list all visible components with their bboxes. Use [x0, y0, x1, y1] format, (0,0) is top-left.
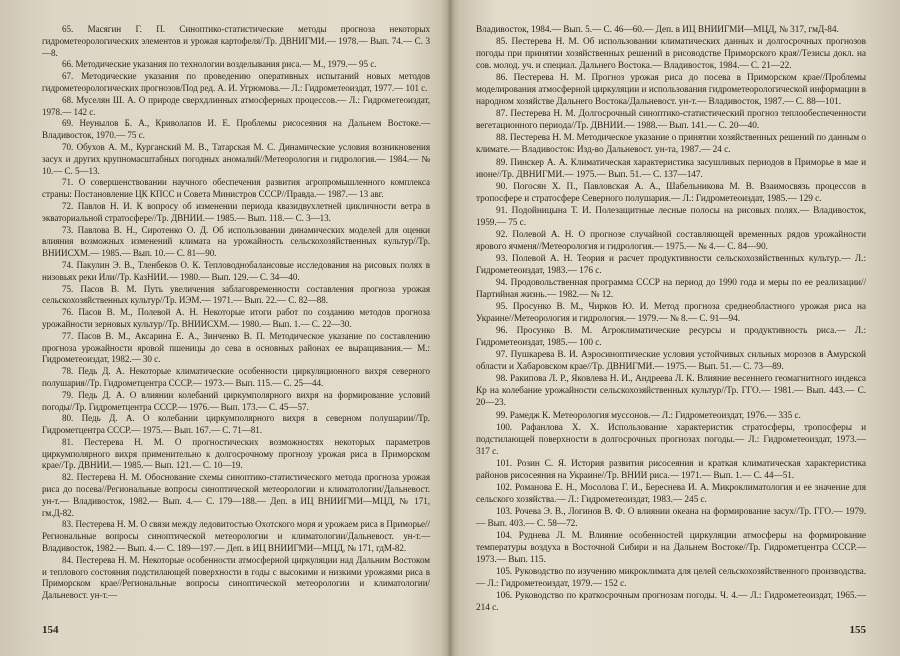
reference-continuation: Владивосток, 1984.— Вып. 5.— С. 46—60.— Деп. в ИЦ ВНИИГМИ—МЦД, № 317, гмД-84. [476, 25, 839, 35]
reference-entry: 100. Рафанлова Х. Х. Использование характеристик стратосферы, тропосферы и подстилающей поверхности в долгосрочных прогнозах погоды.— Л.: Гидрометеоиздат, 1973.— 317 с. [476, 422, 866, 457]
right-reference-list [476, 24, 866, 614]
book-gutter [440, 0, 460, 656]
reference-entry: 86. Пестерева Н. М. Прогноз урожая риса до посева в Приморском крае//Проблемы моделирования атмосферной циркуляции и использования гидрометеорологической информации в народном хозяйстве Дальнего Востока/Дальневост. ун-т.— Владивосток, 1987.— С. 88—101. [476, 73, 866, 108]
reference-entry: 68. Муселян Ш. А. О природе сверхдлинных атмосферных процессов.— Л.: Гидрометеоиздат, 1978.— 142 с. [42, 94, 430, 117]
left-reference-list [42, 24, 430, 602]
reference-entry: 72. Павлов Н. И. К вопросу об изменении периода квазидвухлетней цикличности ветра в экваториальной стратосфере//Тр. ДВНИИ.— 1985.— Вып. 118.— С. 3—13. [42, 200, 430, 223]
right-page-number: 155 [849, 624, 866, 636]
reference-entry: 81. Пестерева Н. М. О прогностических возможностях некоторых параметров циркумполярного вихря применительно к долгосрочному прогнозу урожая риса в Приморском крае//Тр. ДВНИИ.— 1985.— Вып. 121.— С. 10—19. [42, 436, 430, 471]
left-page [42, 24, 430, 636]
reference-entry: 65. Масягин Г. П. Синоптико-статистические методы прогноза некоторых гидрометеорологических элементов и урожая картофеля//Тр. ДВНИГМИ.— 1978.— Вып. 74.— С. 3—8. [42, 24, 430, 58]
reference-entry: 91. Подойницына Т. И. Полезащитные лесные полосы на рисовых полях.— Владивосток, 1959.— 75 с. [476, 205, 866, 228]
reference-entry: 69. Неунылов Б. А., Криволапов И. Е. Проблемы рисосеяния на Дальнем Востоке.— Владивосток, 1970.— 75 с. [42, 118, 430, 141]
reference-entry: 79. Педь Д. А. О влиянии колебаний циркумполярного вихря на формирование условий погоды//Тр. Гидрометцентра СССР.— 1976.— Вып. 173.— С. 45—57. [42, 389, 430, 412]
reference-entry: 78. Педь Д. А. Некоторые климатические особенности циркуляционного вихря северного полушария//Тр. Гидрометцентра СССР.— 1973.— Вып. 115.— С. 25—44. [42, 366, 430, 388]
reference-entry: 103. Рочева Э. В., Логинов В. Ф. О влиянии океана на формирование засух//Тр. ГГО.— 1979.— Вып. 403.— С. 58—72. [476, 506, 866, 529]
reference-entry: 88. Пестерева Н. М. Методическое указание о принятии хозяйственных решений по данным о климате.— Владивосток: Изд-во Дальневост. ун-та, 1987.— 24 с. [476, 133, 866, 156]
reference-entry: 95. Просунко В. М., Чирков Ю. И. Метод прогноза среднеобластного урожая риса на Украине//Метеорология и гидрология.— 1979.— № 8.— С. 91—94. [476, 302, 866, 325]
reference-entry: 73. Павлова В. Н., Сиротенко О. Д. Об использовании динамических моделей для оценки влияния возможных изменений климата на урожайность сельскохозяйственных культур//Тр. ВНИИСХМ.— 1985.— Вып. 10.— С. 81—90. [42, 224, 430, 259]
reference-entry: 106. Руководство по краткосрочным прогнозам погоды. Ч. 4.— Л.: Гидрометеоиздат, 1965.— 214 с. [476, 591, 866, 614]
reference-entry: 76. Пасов В. М., Полевой А. Н. Некоторые итоги работ по созданию методов прогноза урожайности зерновых культур//Тр. ВНИИСХМ.— 1980.— Вып. 1.— С. 22—30. [42, 307, 430, 329]
reference-entry: 101. Розин С. Я. История развития рисосеяния и краткая климатическая характеристика районов рисосеяния на Украине//Тр. ВНИИ риса.— 1971.— Вып. 1.— С. 44—51. [476, 458, 866, 481]
reference-entry: 80. Педь Д. А. О колебании циркумполярного вихря в северном полушарии//Тр. Гидрометцентра СССР.— 1975.— Вып. 167.— С. 71—81. [42, 413, 430, 436]
reference-entry: 99. Рамедж К. Метеорология муссонов.— Л.: Гидрометеоиздат, 1976.— 335 с. [496, 410, 801, 421]
reference-entry: 66. Методические указания по технологии возделывания риса.— М., 1979.— 95 с. [62, 59, 377, 70]
reference-entry: 89. Пинскер А. А. Климатическая характеристика засушливых периодов в Приморье в мае и июне//Тр. ДВНИГМИ.— 1975.— Вып. 51.— С. 137—147. [476, 157, 866, 180]
reference-entry: 98. Ракипова Л. Р., Яковлева Н. И., Андреева Л. К. Влияние весеннего геомагнитного индекса Кр на колебание урожайности сельскохозяйственных культур//Тр. ГГО.— 1981.— Вып. 443.— С. 20—23. [476, 374, 866, 409]
reference-entry: 90. Погосян Х. П., Павловская А. А., Шабельникова М. В. Взаимосвязь процессов в тропосфере и стратосфере Северного полушария.— Л.: Гидрометеоиздат, 1985.— 129 с. [476, 181, 866, 204]
reference-entry: 84. Пестерева Н. М. Некоторые особенности атмосферной циркуляции над Дальним Востоком и теплового состояния подстилающей поверхности в годы с высокими и низкими урожаями риса в Приморском крае//Региональные вопросы синоптической метеорологии и климатологии/Дальневост. ун-т.— [42, 554, 430, 601]
reference-entry: 104. Руднева Л. М. Влияние особенностей циркуляции атмосферы на формирование температуры воздуха в Восточной Сибири и на Дальнем Востоке//Тр. Гидрометцентра СССР.— 1973.— Вып. 115. [476, 530, 866, 566]
reference-entry: 102. Романова Е. Н., Мосолова Г. И., Береснева И. А. Микроклиматология и ее значение для сельского хозяйства.— Л.: Гидрометеоиздат, 1983.— 245 с. [476, 482, 866, 505]
reference-entry: 74. Пакулин Э. В., Тленбеков О. К. Тепловоднобалансовые исследования на рисовых полях в низовьях реки Или//Тр. КазНИИ.— 1980.— Вып. 129.— С. 34—40. [42, 259, 430, 282]
reference-entry: 96. Просунко В. М. Агроклиматические ресурсы и продуктивность риса.— Л.: Гидрометеоиздат, 1985.— 100 с. [476, 326, 866, 349]
reference-entry: 67. Методические указания по проведению оперативных испытаний новых методов гидрометеорологических прогнозов/Под ред. А. И. Угрюмова.— Л.: Гидрометеоиздат, 1977.— 101 с. [42, 71, 430, 93]
reference-entry: 77. Пасов В. М., Аксарина Е. А., Зинченко В. П. Методическое указание по составлению прогноза урожайности яровой пшеницы до сева в основных районах ее выращивания.— М.: Гидрометеоиздат, 1982.— 30 с. [42, 330, 430, 365]
reference-entry: 105. Руководство по изучению микроклимата для целей сельскохозяйственного производства.— Л.: Гидрометеоиздат, 1979.— 152 с. [476, 567, 866, 590]
reference-entry: 70. Обухов А. М., Курганский М. В., Татарская М. С. Динамические условия возникновения засух и других крупномасштабных погодных аномалий//Метеорология и гидрология.— 1984.— № 10.— С. 5—13. [42, 141, 430, 176]
reference-entry: 75. Пасов В. М. Путь увеличения заблаговременности составления прогноза урожая сельскохозяйственных культур//Тр. ИЭМ.— 1971.— Вып. 22.— С. 82—88. [42, 283, 430, 306]
reference-entry: 71. О совершенствовании научного обеспечения развития агропромышленного комплекса страны: Постановление ЦК КПСС и Совета Министров СССР//Правда.— 1987.— 13 авг. [42, 177, 430, 200]
reference-entry: 92. Полевой А. Н. О прогнозе случайной составляющей временных рядов урожайности ярового ячменя//Метеорология и гидрология.— 1975.— № 4.— С. 84—90. [476, 229, 866, 252]
reference-entry: 82. Пестерева Н. М. Обоснование схемы синоптико-статистического метода прогноза урожая риса до посева//Региональные вопросы синоптической метеорологии и климатологии/Дальневост. ун-т.— Владивосток, 1982.— Вып. 4.— С. 179—188.— Деп. в ИЦ ВНИИГМИ—МЦД, № 171, гм.Д-82. [42, 472, 430, 518]
reference-entry: 97. Пушкарева В. И. Аэросиноптические условия устойчивых сильных морозов в Амурской области и Хабаровском крае//Тр. ДВНИГМИ.— 1975.— Вып. 51.— С. 73—89. [476, 350, 866, 373]
right-page [476, 24, 866, 636]
left-page-number: 154 [42, 624, 59, 636]
reference-entry: 94. Продовольственная программа СССР на период до 1990 года и меры по ее реализации//Партийная жизнь.— 1982.— № 12. [476, 277, 866, 301]
reference-entry: 93. Полевой А. Н. Теория и расчет продуктивности сельскохозяйственных культур.— Л.: Гидрометеоиздат, 1983.— 176 с. [476, 253, 866, 276]
reference-entry: 85. Пестерева Н. М. Об использовании климатических данных и долгосрочных прогнозов погоды при принятии хозяйственных решений в рисоводстве Приморского края//Тезисы докл. на сов. молод. уч. и специал. Дальнего Востока.— Владивосток, 1984.— С. 21—22. [476, 37, 866, 72]
reference-entry: 87. Пестерева Н. М. Долгосрочный синоптико-статистический прогноз теплообеспеченности вегетационного периода//Тр. ДВНИИ.— 1988.— Вып. 141.— С. 20—40. [476, 109, 866, 132]
reference-entry: 83. Пестерева Н. М. О связи между ледовитостью Охотского моря и урожаем риса в Приморье//Региональные вопросы синоптической метеорологии и климатологии/Дальневост. ун-т.— Владивосток, 1982.— Вып. 4.— С. 189—197.— Деп. в ИЦ ВНИИГМИ—МЦД, № 171, гдМ-82. [42, 519, 430, 554]
